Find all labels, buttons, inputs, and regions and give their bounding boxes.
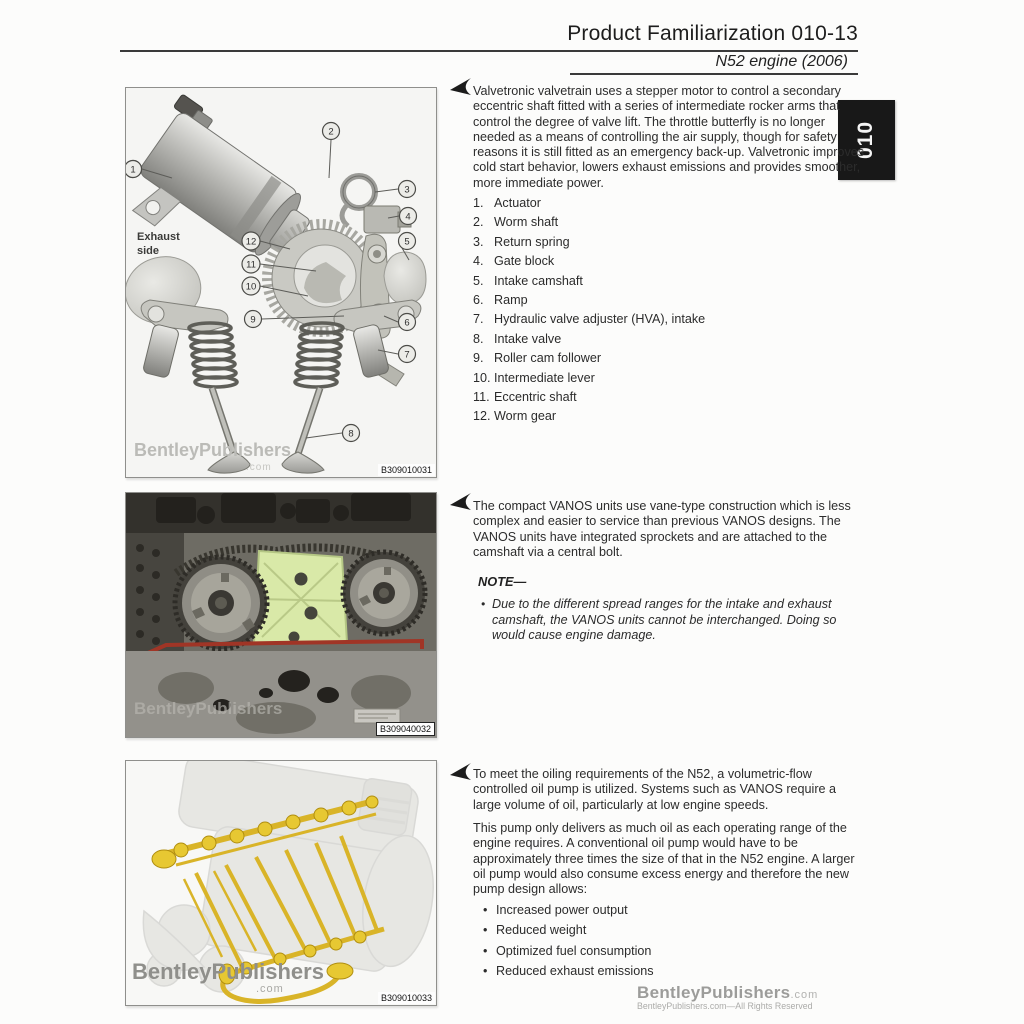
footer-rights: BentleyPublishers.com—All Rights Reserved xyxy=(637,1001,813,1011)
page-subtitle: N52 engine (2006) xyxy=(715,53,848,70)
paragraph: Valvetronic valvetrain uses a stepper motor to control a secondary eccentric shaft fitted with a series of intermediate rocker arms that control the degree of valve lift. The throttle butterfly is no longer needed as a means of controlling the air supply, though for safety reasons it is still fitted as an emergency back-up. Valvetronic improves cold start behavior, lowers exhaust emissions and provides smoother, more immediate power. xyxy=(473,84,865,190)
oil-pump-illustration xyxy=(126,761,436,1005)
bullet-dot: • xyxy=(481,597,486,611)
footer-brand-suffix: .com xyxy=(790,989,819,1001)
paragraph: The compact VANOS units use vane-type construction which is less complex and easier to service than previous VANOS designs. The VANOS units have integrated sprockets and are attached to the camshaft via a central bolt. xyxy=(473,499,851,559)
list-item: 8. Intake valve xyxy=(473,331,562,346)
vanos-unit-left xyxy=(175,557,267,649)
list-item: 4. Gate block xyxy=(473,254,555,269)
hva-icons xyxy=(142,324,389,379)
figure-ref-number: B309010031 xyxy=(378,464,435,476)
section-tab-label: 010 xyxy=(854,120,878,160)
paragraph: To meet the oiling requirements of the N52, a volumetric-flow controlled oil pump is utilized. Systems such as VANOS require a large volume of oil, particularly at low engine speeds. xyxy=(473,767,837,812)
footer-brand xyxy=(637,983,818,1003)
parts-list xyxy=(473,196,865,429)
header-rule xyxy=(120,50,858,52)
watermark: BentleyPublishers xyxy=(134,699,283,718)
valve-spring-icons xyxy=(189,323,343,387)
note-heading: NOTE— xyxy=(478,574,527,589)
callout-9 xyxy=(245,311,262,328)
list-item: 2. Worm shaft xyxy=(473,215,559,230)
callout-11 xyxy=(242,255,260,273)
list-item: 1. Actuator xyxy=(473,196,541,210)
paragraph: This pump only delivers as much oil as each operating range of the engine requires. A conventional oil pump would have to be approximately three times the size of that in the N52 engine. A larger oil pump would also consume excess energy and therefore the new pump design allows: xyxy=(473,821,855,897)
list-item: 3. Return spring xyxy=(473,234,570,249)
svg-text:1: 1 xyxy=(130,164,136,176)
svg-text:7: 7 xyxy=(404,349,410,361)
bullet-item: • Optimized fuel consumption xyxy=(483,944,863,964)
list-item: 11. Eccentric shaft xyxy=(473,389,577,404)
watermark-suffix: .com xyxy=(246,462,272,473)
svg-text:8: 8 xyxy=(348,428,354,440)
watermark: BentleyPublishers xyxy=(132,959,324,984)
bullet-item: • Reduced exhaust emissions xyxy=(483,964,863,984)
callout-7 xyxy=(399,346,416,363)
intake-valve-icons xyxy=(208,388,324,473)
pointer-arrow-icon xyxy=(450,77,472,96)
list-item: 6. Ramp xyxy=(473,292,528,307)
callout-8 xyxy=(343,425,360,442)
callout-6 xyxy=(399,314,416,331)
pointer-arrow-icon xyxy=(450,762,472,781)
figure-oil-pump-illustration xyxy=(125,760,437,1006)
subtitle-rule xyxy=(570,73,858,75)
vanos-photo xyxy=(126,493,436,737)
list-item: 12. Worm gear xyxy=(473,409,557,424)
callout-10 xyxy=(242,277,260,295)
bullet-list xyxy=(483,903,863,985)
figure-valvetronic-diagram xyxy=(125,87,437,478)
note-bullet xyxy=(481,597,861,644)
figure-ref-number: B309010033 xyxy=(378,992,435,1004)
svg-text:2: 2 xyxy=(328,126,334,138)
watermark-suffix: .com xyxy=(256,983,284,995)
callout-4 xyxy=(400,208,417,225)
bullet-dot: • xyxy=(483,903,488,917)
figure-vanos-photo xyxy=(125,492,437,738)
pointer-arrow-icon xyxy=(450,492,472,511)
bullet-dot: • xyxy=(483,964,488,979)
bullet-dot: • xyxy=(483,923,488,938)
exhaust-side-label-1: Exhaust xyxy=(137,231,180,243)
note-text: Due to the different spread ranges for the intake and exhaust camshaft, the VANOS units cannot be interchanged. Doing so would cause engine damage. xyxy=(492,597,837,643)
callout-12 xyxy=(242,232,260,250)
svg-text:3: 3 xyxy=(404,184,410,196)
svg-text:10: 10 xyxy=(245,281,257,293)
svg-text:12: 12 xyxy=(245,236,257,248)
vanos-unit-right xyxy=(343,552,425,634)
list-item: 5. Intake camshaft xyxy=(473,273,583,288)
bullet-item: • Increased power output xyxy=(483,903,863,923)
callout-2 xyxy=(323,123,340,140)
callout-1 xyxy=(126,161,142,178)
valvetronic-diagram xyxy=(126,88,436,477)
list-item: 10. Intermediate lever xyxy=(473,370,595,385)
svg-text:4: 4 xyxy=(405,211,411,223)
bullet-dot: • xyxy=(483,943,488,958)
callout-3 xyxy=(399,181,416,198)
list-item: 7. Hydraulic valve adjuster (HVA), intake xyxy=(473,312,706,327)
intake-camshaft-icon xyxy=(384,252,426,304)
svg-text:11: 11 xyxy=(246,259,256,271)
svg-text:6: 6 xyxy=(404,317,410,329)
svg-text:9: 9 xyxy=(250,314,256,326)
exhaust-side-label-2: side xyxy=(137,245,160,257)
figure-ref-number: B309040032 xyxy=(376,722,435,736)
callout-5 xyxy=(399,233,416,250)
page-title: Product Familiarization 010-13 xyxy=(567,22,858,45)
watermark: BentleyPublishers xyxy=(134,440,292,460)
list-item: 9. Roller cam follower xyxy=(473,351,602,366)
svg-text:5: 5 xyxy=(404,236,410,248)
footer-brand-name: BentleyPublishers xyxy=(637,983,791,1002)
bullet-item: • Reduced weight xyxy=(483,923,863,943)
